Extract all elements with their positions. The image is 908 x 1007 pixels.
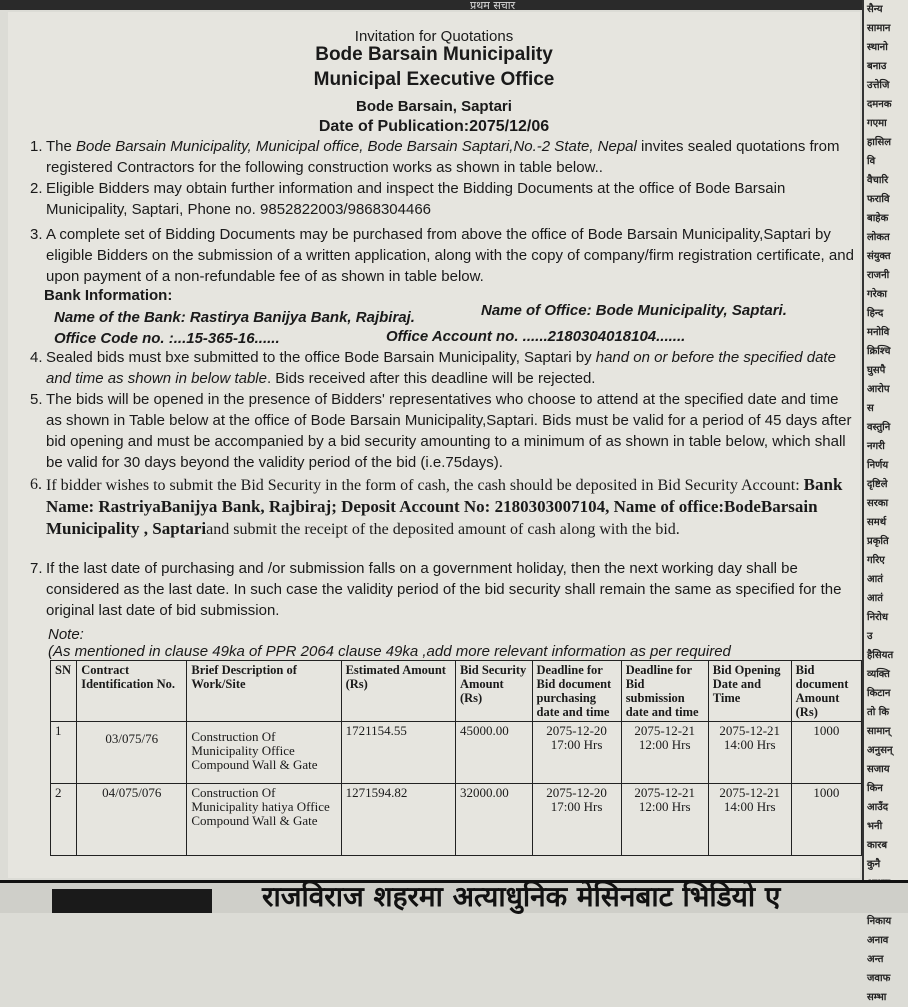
col-sn: SN — [51, 661, 77, 722]
item-4: 4. Sealed bids must bxe submitted to the office Bode Barsain Municipality, Saptari by hand on or before the specified date and time as shown in below table. Bids received after this deadline will be rejected. — [30, 349, 836, 387]
side-column-line: सम्भा — [867, 992, 887, 1003]
col-opening: Bid Opening Date and Time — [708, 661, 791, 722]
side-column-line: वस्तुनि — [867, 422, 891, 433]
office-code: Office Code no. :...15-365-16...... — [54, 330, 280, 347]
top-strip-text: प्रथम सचार — [470, 0, 516, 12]
office-name: Municipal Executive Office — [313, 69, 555, 90]
side-column-line: स्थानो — [867, 42, 888, 53]
side-column-line: उ — [867, 631, 873, 642]
side-column-line: भनी — [867, 821, 883, 832]
col-description: Brief Description of Work/Site — [187, 661, 341, 722]
col-purchase-deadline: Deadline for Bid document purchasing date and time — [532, 661, 621, 722]
col-doc-amount: Bid document Amount (Rs) — [791, 661, 861, 722]
side-column-line: अनाव — [867, 935, 889, 946]
notice-document — [8, 12, 860, 878]
side-column-line: कारब — [867, 840, 888, 851]
municipality-name: Bode Barsain Municipality — [315, 44, 553, 65]
col-estimated-amount: Estimated Amount (Rs) — [341, 661, 455, 722]
side-column-line: कुनै — [867, 859, 881, 870]
side-column-line: उत्तेजि — [867, 80, 890, 91]
side-column-line: फरावि — [867, 194, 890, 205]
side-column-line: सरका — [867, 498, 889, 509]
side-column-line: गरेका — [867, 289, 887, 300]
side-column-line: दृष्टिले — [867, 479, 888, 490]
side-column-line: आतं — [867, 593, 883, 604]
side-column-line: समर्थ — [867, 517, 887, 528]
banner-dark-box — [52, 889, 212, 913]
publication-date: Date of Publication:2075/12/06 — [318, 118, 550, 135]
side-column-line: क्रिश्चि — [867, 346, 891, 357]
side-column-line: नगरी — [867, 441, 885, 452]
side-column-line: किन — [867, 783, 883, 794]
side-column-line: अनुसन् — [867, 745, 893, 756]
side-column-line: सामान् — [867, 726, 891, 737]
office-account: Office Account no. ......2180304018104....... — [386, 328, 686, 345]
side-column-line: सामान — [867, 23, 891, 34]
item-3: 3. A complete set of Bidding Documents may be purchased from above the office of Bode Barsain Municipality,Saptari by eligible Bidders on the submission of a written application, along with the copy of company/firm registration certificate, and upon payment of a non-refundable fee of as shown in table below. — [30, 226, 854, 285]
side-column-line: निरोध — [867, 612, 888, 623]
side-column-line: हैसियत — [867, 650, 894, 661]
notice-title: Invitation for Quotations — [354, 28, 514, 45]
bottom-banner — [0, 880, 908, 913]
col-bid-security: Bid Security Amount (Rs) — [455, 661, 532, 722]
side-column-line: निर्णय — [867, 460, 889, 471]
side-column-line: निकाय — [867, 916, 892, 927]
side-column-line: अन्त — [867, 954, 884, 965]
side-column-line: बनाउ — [867, 61, 887, 72]
col-contract-id: Contract Identification No. — [77, 661, 187, 722]
side-column-line: घुसपै — [867, 365, 886, 376]
side-column-line: वि — [867, 156, 876, 167]
item-6: 6. If bidder wishes to submit the Bid Security in the form of cash, the cash should be deposited in Bid Security Account: Bank Name: RastriyaBanijya Bank, Rajbiraj; Deposit Account No: 2180303007104, Name of office:BodeBarsain Municipality , Saptariand submit the receipt of the deposited amount of cash along with the bid. — [30, 475, 843, 538]
bank-info-title: Bank Information: — [44, 287, 173, 304]
side-column-line: राजनी — [867, 270, 890, 281]
side-column-line: आतं — [867, 574, 883, 585]
side-column-line: सजाय — [867, 764, 890, 775]
side-column-line: संयुक्त — [867, 251, 891, 262]
side-column-line: लोकत — [867, 232, 890, 243]
side-column-line: दमनक — [867, 99, 892, 110]
office-name-bank: Name of Office: Bode Municipality, Saptari. — [481, 302, 787, 319]
side-column-line: आरोप — [867, 384, 890, 395]
item-1: 1. The Bode Barsain Municipality, Municipal office, Bode Barsain Saptari,No.-2 State, Nepal invites sealed quotations from registered Contractors for the following construction works as shown in table below.. — [30, 138, 840, 176]
side-column-line: प्रकृति — [867, 536, 889, 547]
note-text: (As mentioned in clause 49ka of PPR 2064 clause 49ka ,add more relevant information as per required — [48, 643, 731, 660]
side-column-line: स — [867, 403, 874, 414]
item-5: 5. The bids will be opened in the presence of Bidders' representatives who choose to attend at the specified date and time as shown in Table below at the office of Bode Barsain Municipality,Saptari. Bids must be valid for a period of 45 days after bid opening and must be accompanied by a bid security amounting to a minimum of as shown in table below, which shall be valid for 30 days beyond the validity period of the bid (i.e.75days). — [30, 391, 852, 471]
note-label: Note: — [48, 626, 84, 643]
side-column-line: हासिल — [867, 137, 892, 148]
side-column-line: व्यक्ति — [867, 669, 890, 680]
side-column-line: मनोवि — [867, 327, 890, 338]
side-column-line: गरिए — [867, 555, 885, 566]
side-column-line: वैचारि — [867, 175, 889, 186]
side-column-line: सैन्य — [867, 4, 883, 15]
table-header-row — [51, 661, 862, 722]
side-column-line: हिन्द — [867, 308, 884, 319]
col-submission-deadline: Deadline for Bid submission date and time — [621, 661, 708, 722]
side-column-line: आउँद — [867, 802, 889, 813]
bank-name: Name of the Bank: Rastirya Banijya Bank, Rajbiraj. — [54, 309, 415, 326]
side-column-line: जवाफ — [867, 973, 891, 984]
banner-text: राजविराज शहरमा अत्याधुनिक मेसिनबाट भिडियो ए — [262, 880, 781, 913]
side-column-line: किटान — [867, 688, 891, 699]
bid-table — [50, 660, 862, 856]
office-location: Bode Barsain, Saptari — [356, 98, 512, 115]
table-row: 1 03/075/76 Construction Of Municipality Office Compound Wall & Gate 1721154.55 45000.00 2075-12-20 17:00 Hrs 2075-12-21 12:00 Hrs 2075-12-21 14:00 Hrs 1000 — [51, 722, 862, 784]
adjacent-article-column — [862, 0, 908, 1003]
side-column-line: गएमा — [867, 118, 887, 129]
item-2: 2. Eligible Bidders may obtain further information and inspect the Bidding Documents at the office of Bode Barsain Municipality, Saptari, Phone no. 9852822003/9868304466 — [30, 180, 786, 218]
side-column-line: बाहेक — [867, 213, 889, 224]
top-strip — [0, 0, 908, 10]
table-row: 2 04/075/076 Construction Of Municipality hatiya Office Compound Wall & Gate 1271594.82 32000.00 2075-12-20 17:00 Hrs 2075-12-21 12:00 Hrs 2075-12-21 14:00 Hrs 1000 — [51, 784, 862, 856]
item-7: 7. If the last date of purchasing and /or submission falls on a government holiday, then the next working day shall be considered as the last date. In such case the validity period of the bid security shall remain the same as specified for the original last date of bid submission. — [30, 560, 842, 619]
side-column-line: तो कि — [867, 707, 890, 718]
